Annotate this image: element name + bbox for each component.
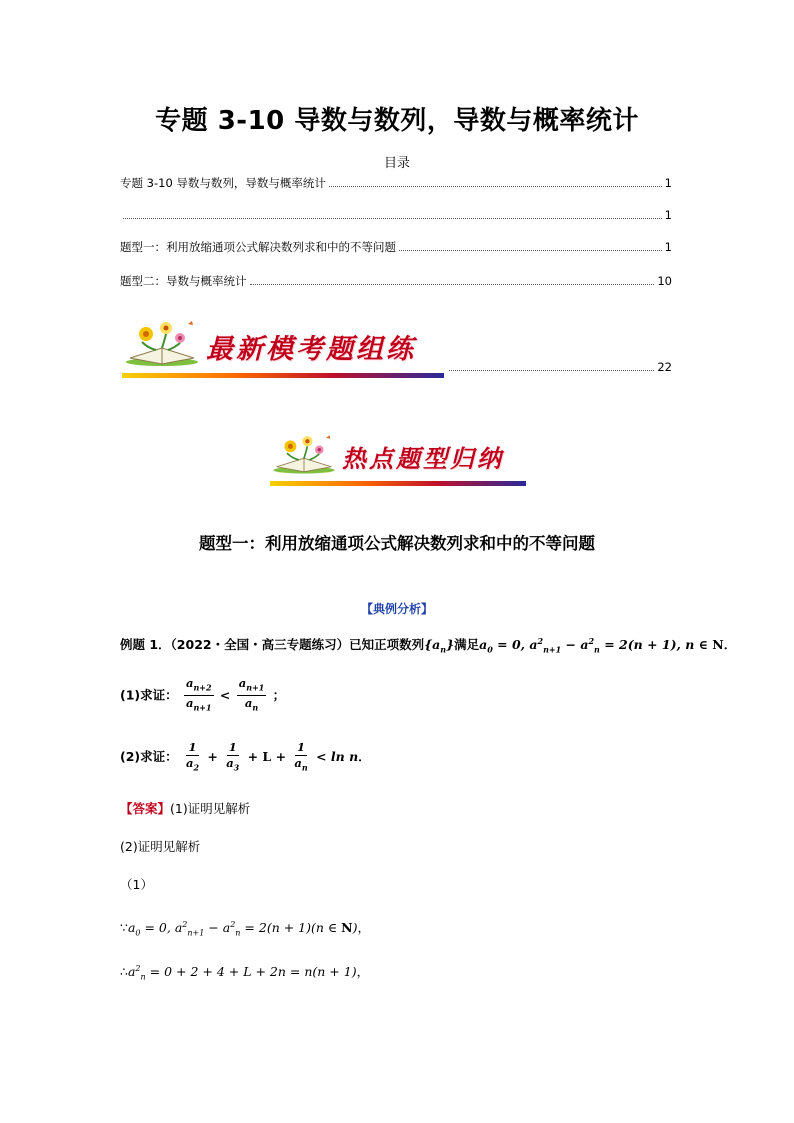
part-1: (1)求证： $\frac{a_{n+2}}{a_{n+1}}$ < $\frac{a_{n+1}}{a_n}$ ； (120, 676, 285, 716)
example-prefix: 例题 1．（2022・全国・高三专题练习）已知正项数列 (120, 637, 425, 653)
toc-entry-2[interactable] (120, 208, 672, 222)
toc-entry-page: 10 (657, 274, 672, 288)
toc-heading: 目录 (383, 156, 410, 171)
open-book-flowers-icon (270, 432, 338, 480)
toc-entry-1[interactable] (120, 176, 672, 190)
toc-leader (329, 186, 662, 187)
open-book-flowers-icon (122, 318, 202, 372)
formula-fraction: $\frac{1}{a_2}$ (185, 740, 200, 773)
part-2: (2)求证： $\frac{1}{a_2}$ + $\frac{1}{a_3}$ + L + $\frac{1}{a_n}$ < ln n． (120, 740, 371, 775)
toc-entry-page: 1 (664, 208, 672, 222)
example-1-statement: 例题 1．（2022・全国・高三专题练习）已知正项数列$\{a_n\}$满足$a_0 = 0$, $a^2_{n+1} - a^2_n = 2(n + 1)$, n ∈ N． (120, 636, 737, 655)
toc-entry-label: 题型二：导数与概率统计 (120, 274, 247, 288)
hot-types-banner (270, 432, 504, 480)
toc-entry-3[interactable] (120, 240, 672, 254)
solution-step-label: （1） (120, 877, 153, 892)
toc-leader (250, 284, 655, 285)
toc-entry-5[interactable] (446, 360, 672, 374)
latest-exam-banner-text: 最新模考题组练 (206, 334, 416, 365)
toc-entry-page: 1 (664, 176, 672, 190)
banner-underline (270, 481, 526, 486)
part-1-label: (1)求证： (120, 687, 178, 703)
toc-entry-label: 题型一：利用放缩通项公式解决数列求和中的不等问题 (120, 240, 396, 254)
hot-types-banner-text: 热点题型归纳 (342, 444, 504, 473)
toc-leader (123, 218, 662, 219)
formula-fraction: $\frac{1}{a_n}$ (294, 740, 308, 773)
answer-1: (1)证明见解析 (170, 801, 251, 816)
formula-fraction: $\frac{1}{a_3}$ (226, 740, 240, 773)
formula-fraction: $\frac{a_{n+1}}{a_n}$ (238, 676, 265, 713)
toc-leader (449, 370, 654, 371)
example-analysis-tag: 【典例分析】 (360, 602, 433, 616)
toc-leader (399, 250, 662, 251)
answer-line (120, 800, 250, 818)
latest-exam-banner[interactable] (122, 318, 416, 372)
sequence-condition: $a_0 = 0$, $a^2_{n+1} - a^2_n = 2(n + 1)$, n ∈ N (479, 636, 724, 655)
example-cond-text: 满足 (454, 637, 480, 653)
part-2-label: (2)求证： (120, 749, 178, 765)
toc-entry-page: 1 (664, 240, 672, 254)
document-title: 专题 3-10 导数与数列，导数与概率统计 (155, 106, 639, 136)
formula-fraction: $\frac{a_{n+2}}{a_{n+1}}$ (185, 676, 212, 713)
solution-line-2: $\therefore a^2_n = 0 + 2 + 4 + L + 2n = n(n + 1)$， (120, 964, 370, 982)
toc-entry-label: 专题 3-10 导数与数列，导数与概率统计 (120, 176, 326, 190)
solution-line-1: $\because a_0 = 0$, $a^2_{n+1} - a^2_n = 2(n + 1)(n$ ∈ N)， (120, 920, 370, 938)
answer-2: (2)证明见解析 (120, 839, 201, 854)
toc-entry-4[interactable] (120, 274, 672, 288)
answer-tag: 【答案】 (120, 801, 171, 816)
banner-underline (122, 373, 444, 378)
section-title: 题型一：利用放缩通项公式解决数列求和中的不等问题 (199, 534, 595, 553)
sequence-symbol: $\{a_n\}$ (424, 637, 455, 655)
toc-entry-page: 22 (657, 360, 672, 374)
